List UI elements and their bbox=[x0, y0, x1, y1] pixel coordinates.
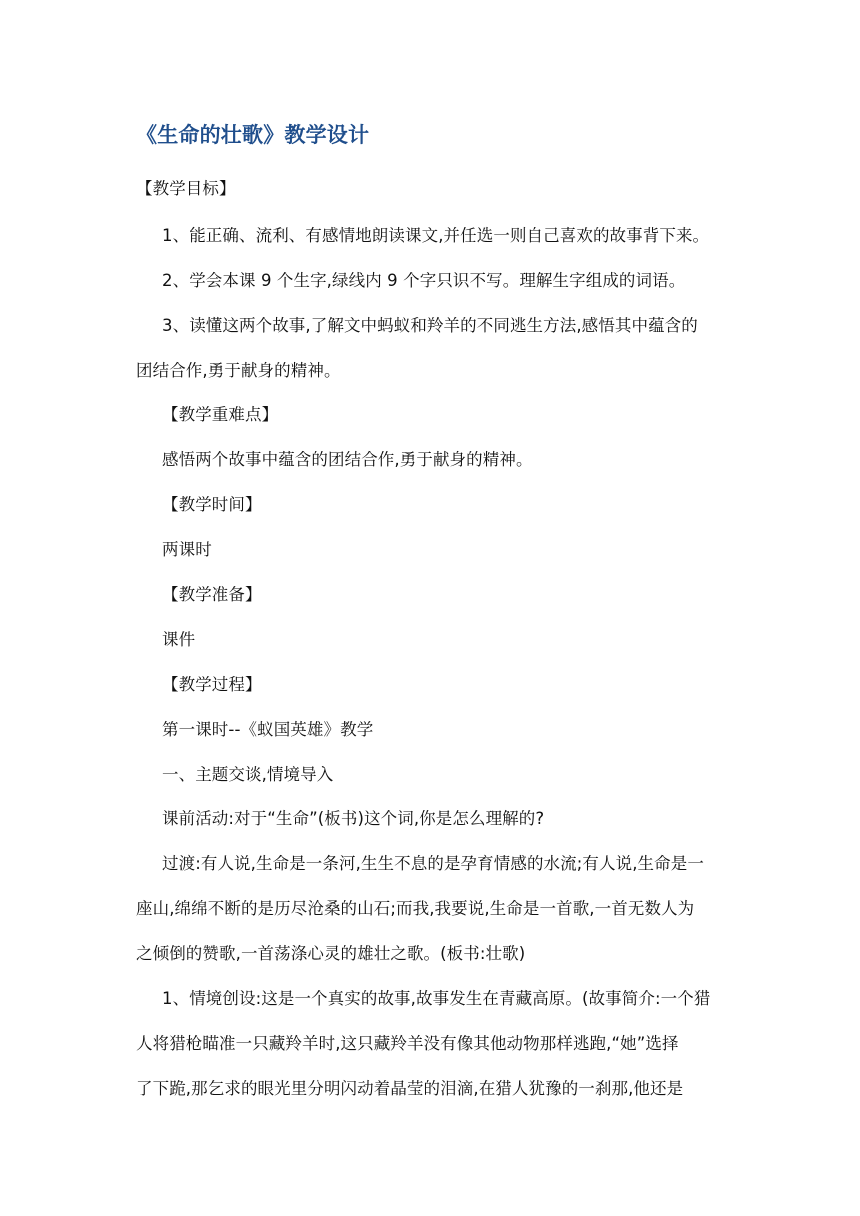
paragraph-line: 座山,绵绵不断的是历尽沧桑的山石;而我,我要说,生命是一首歌,一首无数人为 bbox=[136, 899, 695, 918]
section-heading-time: 【教学时间】 bbox=[162, 495, 262, 514]
paragraph-line: 3、读懂这两个故事,了解文中蚂蚁和羚羊的不同逃生方法,感悟其中蕴含的 bbox=[162, 316, 698, 335]
paragraph-line: 团结合作,勇于献身的精神。 bbox=[136, 361, 341, 380]
section-heading-key-points: 【教学重难点】 bbox=[162, 405, 279, 424]
paragraph-line: 1、能正确、流利、有感情地朗读课文,并任选一则自己喜欢的故事背下来。 bbox=[162, 226, 710, 245]
paragraph-line: 一、主题交谈,情境导入 bbox=[162, 765, 334, 784]
paragraph-line: 人将猎枪瞄准一只藏羚羊时,这只藏羚羊没有像其他动物那样逃跑,“她”选择 bbox=[136, 1034, 679, 1053]
section-heading-objectives: 【教学目标】 bbox=[136, 179, 236, 198]
document-title: 《生命的壮歌》教学设计 bbox=[136, 123, 370, 147]
paragraph-line: 1、情境创设:这是一个真实的故事,故事发生在青藏高原。(故事简介:一个猎 bbox=[162, 989, 711, 1008]
section-heading-preparation: 【教学准备】 bbox=[162, 585, 262, 604]
paragraph-line: 课件 bbox=[162, 630, 196, 649]
paragraph-line: 感悟两个故事中蕴含的团结合作,勇于献身的精神。 bbox=[162, 450, 533, 469]
paragraph-line: 第一课时--《蚁国英雄》教学 bbox=[162, 720, 374, 739]
paragraph-line: 了下跪,那乞求的眼光里分明闪动着晶莹的泪滴,在猎人犹豫的一刹那,他还是 bbox=[136, 1079, 684, 1098]
section-heading-process: 【教学过程】 bbox=[162, 675, 262, 694]
paragraph-line: 过渡:有人说,生命是一条河,生生不息的是孕育情感的水流;有人说,生命是一 bbox=[162, 854, 704, 873]
paragraph-line: 之倾倒的赞歌,一首荡涤心灵的雄壮之歌。(板书:壮歌) bbox=[136, 944, 526, 963]
paragraph-line: 两课时 bbox=[162, 540, 212, 559]
paragraph-line: 课前活动:对于“生命”(板书)这个词,你是怎么理解的? bbox=[162, 809, 545, 828]
paragraph-line: 2、学会本课 9 个生字,绿线内 9 个字只识不写。理解生字组成的词语。 bbox=[162, 271, 686, 290]
